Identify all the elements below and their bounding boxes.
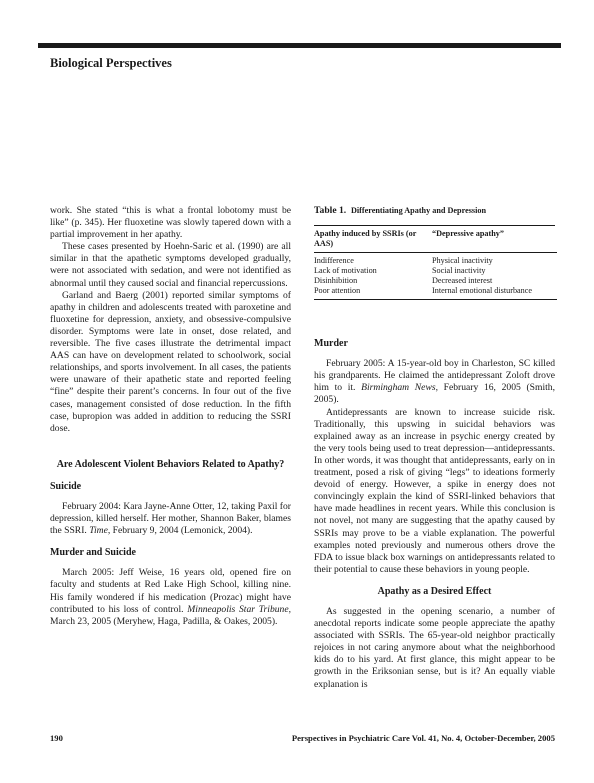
subheading-suicide: Suicide	[50, 480, 82, 492]
left-paragraph-suicide	[50, 501, 291, 537]
table-cell: Lack of motivation	[314, 266, 377, 276]
right-paragraph-3: As suggested in the opening scenario, a number of anecdotal reports indicate some people appreciate the apathy associated with SSRIs. The 65-year-old neighbor practically rejoices in not caring anymore about what the neighborhood kids do to his yard. At first glance, this might appear to be growth in the Eriksonian sense, but is it? An equally viable explanation is	[314, 605, 555, 690]
left-paragraph-murder-suicide	[50, 567, 291, 627]
right-column	[314, 205, 555, 691]
left-paragraph-3: Garland and Baerg (2001) reported similar symptoms of apathy in children and adolescents treated with paroxetine and fluoxetine for depression, anxiety, and obsessive-compulsive disorder. Symptoms were late in onset, dose related, and reversible. The five cases illustrate the detrimental impact AAS can have on development related to schoolwork, social relationships, and sports involvement. In all cases, the patients were unaware of their apathetic state and reported feeling “fine” despite their parent’s concerns. In four out of the five cases, management consisted of dose reduction. In the fifth case, bupropion was added in addition to reducing the SSRI dose.	[50, 289, 291, 434]
case-source: Birmingham News,	[361, 382, 438, 394]
table-cell: Social inactivity	[432, 266, 486, 276]
table-row	[314, 253, 557, 267]
right-paragraph-2: Antidepressants are known to increase suicide risk. Traditionally, this upswing in suicidal behaviors was explained away as an increase in psychic energy created by the very tools being used to treat depression—antidepressants. In other words, it was thought that antidepressants, early on in treatment, posed a risk of giving “legs” to ideations formerly devoid of energy. However, a spike in energy does not convincingly explain the kind of SSRI-linked behaviors that have made headlines in recent years. While this conclusion is not novel, not many are suggesting that the apathy caused by SSRIs may prove to be a viable explanation. The powerful examples noted previously and numerous others drove the FDA to issue black box warnings on antidepressants related to their potential to cause these behaviors in young people.	[314, 406, 555, 575]
table-row	[314, 286, 557, 300]
case-text: March 2005: Jeff Weise, 16 years old, opened fire on faculty and students at Red Lake High School, killing nine. His family wondered if his medication (Prozac) might have contributed to his loss of control.	[50, 567, 291, 615]
case-source: Time,	[89, 525, 111, 537]
table-header-depressive: “Depressive apathy”	[432, 226, 557, 253]
header-rule	[38, 43, 561, 48]
case-tail: February 16, 2005 (Smith, 2005).	[314, 382, 556, 406]
table-cell: Poor attention	[314, 286, 432, 300]
left-paragraph-2: These cases presented by Hoehn-Saric et al. (1990) are all similar in that the apathetic symptoms developed gradually, were not associated with sedation, and were not identified as abnormal until they caused social and financial repercussions.	[50, 241, 291, 289]
table-row	[314, 276, 557, 286]
case-tail: February 9, 2004 (Lemonick, 2004).	[110, 525, 253, 537]
section-heading-violent-behaviors: Are Adolescent Violent Behaviors Related to Apathy?	[56, 458, 285, 470]
table-cell: Decreased interest	[432, 276, 493, 286]
section-title: Biological Perspectives	[50, 56, 172, 70]
table-cell: Indifference	[314, 256, 354, 266]
table-cell: Internal emotional disturbance	[432, 286, 557, 300]
table-label: Table 1.	[314, 205, 347, 216]
table-cell: Disinhibition	[314, 276, 358, 286]
journal-citation: Perspectives in Psychiatric Care Vol. 41, No. 4, October-December, 2005	[291, 733, 555, 743]
page-number: 190	[50, 733, 63, 743]
section-heading-desired-effect: Apathy as a Desired Effect	[377, 585, 492, 597]
right-paragraph-murder	[314, 358, 555, 406]
case-tail: March 23, 2005 (Meryhew, Haga, Padilla, & Oakes, 2005).	[50, 615, 278, 627]
subheading-murder: Murder	[314, 338, 348, 350]
table-caption	[314, 205, 555, 217]
case-source: Minneapolis Star Tribune,	[187, 603, 291, 615]
subheading-murder-suicide: Murder and Suicide	[50, 547, 136, 559]
case-text: February 2004: Kara Jayne-Anne Otter, 12, taking Paxil for depression, killed herself. Her mother, Shannon Baker, blames the SSRI.	[50, 500, 291, 537]
left-column	[50, 205, 291, 628]
left-paragraph-1: work. She stated “this is what a frontal lobotomy must be like” (p. 345). Her fluoxetine was slowly tapered down with a partial improvement in her apathy.	[50, 205, 291, 241]
case-text: February 2005: A 15-year-old boy in Charleston, SC killed his grandparents. He claimed the antidepressant Zoloft drove him to it.	[314, 358, 555, 394]
comparison-table	[314, 226, 557, 300]
table-header-apathy: Apathy induced by SSRIs (or AAS)	[314, 226, 432, 253]
table-cell: Physical inactivity	[432, 256, 493, 266]
table-row	[314, 266, 557, 276]
table-title: Differentiating Apathy and Depression	[350, 206, 486, 215]
